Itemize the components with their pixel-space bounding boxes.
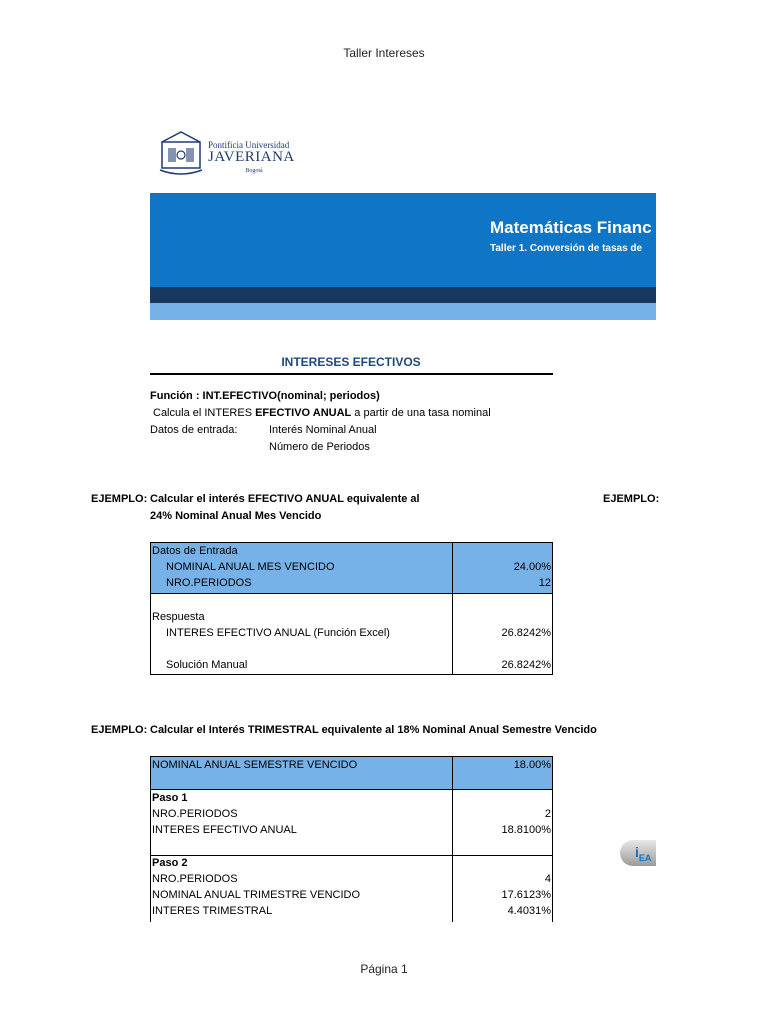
page-footer: Página 1 — [360, 962, 408, 976]
banner-blue — [150, 193, 656, 287]
table-row — [151, 657, 552, 673]
cell-label: INTERES TRIMESTRAL — [152, 905, 273, 917]
step-label: Paso 1 — [152, 792, 188, 804]
input-periods: Número de Periodos — [269, 441, 370, 453]
table-row — [151, 822, 552, 838]
logo-line-3 — [208, 168, 300, 174]
table-row — [151, 887, 552, 903]
banner-subtitle: Taller 1. Conversión de tasas de — [490, 243, 643, 254]
cell-label: NRO.PERIODOS — [166, 577, 252, 589]
input-nominal: Interés Nominal Anual — [269, 424, 377, 436]
example1-table — [150, 542, 553, 675]
table-row — [151, 625, 552, 641]
cell-value[interactable]: 17.6123% — [501, 889, 551, 901]
logo-line-2: JAVERIANA — [208, 149, 295, 165]
example1-line1: Calcular el interés EFECTIVO ANUAL equivalente al — [150, 493, 420, 505]
cell-value[interactable]: 2 — [544, 808, 551, 820]
cell-label: INTERES EFECTIVO ANUAL — [152, 824, 297, 836]
example-right-label: EJEMPLO: — [603, 493, 660, 505]
section-title: INTERESES EFECTIVOS — [281, 355, 421, 369]
badge-letter: i — [635, 844, 639, 860]
banner-light-stripe — [150, 303, 656, 320]
badge-text — [635, 844, 651, 863]
cell-value[interactable]: 4.4031% — [507, 905, 551, 917]
cell-label: NOMINAL ANUAL MES VENCIDO — [166, 561, 335, 573]
cell-label: NRO.PERIODOS — [152, 873, 238, 885]
example2-line1: Calcular el Interés TRIMESTRAL equivalente al 18% Nominal Anual Semestre Vencido — [150, 724, 597, 736]
badge-sub: EA — [638, 852, 652, 863]
cell-value[interactable]: 12 — [538, 577, 551, 589]
table-row — [151, 757, 552, 773]
desc-post: a partir de una tasa nominal — [351, 407, 491, 419]
cell-value[interactable]: 18.8100% — [501, 824, 551, 836]
banner-dark-stripe — [150, 287, 656, 303]
desc-pre: Calcula el INTERES — [153, 407, 256, 419]
cell-label: NOMINAL ANUAL SEMESTRE VENCIDO — [152, 759, 358, 771]
section-rule — [150, 373, 553, 375]
crest-icon — [156, 128, 206, 178]
logo-line-1: Pontificia Universidad — [208, 140, 290, 150]
example2-table — [150, 756, 553, 922]
table-row — [151, 855, 552, 871]
cell-label: Datos de Entrada — [152, 545, 238, 557]
inputs-label: Datos de entrada: — [150, 424, 238, 436]
page-header: Taller Intereses — [343, 46, 425, 60]
table-row — [151, 575, 552, 591]
cell-label: Respuesta — [152, 611, 205, 623]
banner-title: Matemáticas Financ — [490, 218, 652, 237]
table-row — [151, 790, 552, 806]
cell-label: INTERES EFECTIVO ANUAL (Función Excel) — [166, 627, 390, 639]
cell-label: Solución Manual — [166, 659, 248, 671]
university-logo — [156, 128, 306, 178]
iea-badge-icon[interactable] — [620, 838, 656, 868]
cell-label: NOMINAL ANUAL TRIMESTRE VENCIDO — [152, 889, 361, 901]
cell-value[interactable]: 26.8242% — [501, 627, 551, 639]
example1-line2: 24% Nominal Anual Mes Vencido — [150, 510, 322, 522]
table-row — [151, 543, 552, 559]
table-row — [151, 871, 552, 887]
table-row — [151, 806, 552, 822]
table-row — [151, 559, 552, 575]
table-row — [151, 903, 552, 919]
cell-label: NRO.PERIODOS — [152, 808, 238, 820]
desc-bold: EFECTIVO ANUAL — [255, 407, 352, 419]
logo-city: Bogotá — [242, 168, 265, 174]
cell-value[interactable]: 24.00% — [513, 561, 551, 573]
function-description — [153, 407, 491, 419]
cell-value[interactable]: 4 — [544, 873, 551, 885]
example1-label: EJEMPLO: — [91, 493, 148, 505]
table-row — [151, 609, 552, 625]
step-label: Paso 2 — [152, 857, 188, 869]
function-signature: Función : INT.EFECTIVO(nominal; periodos) — [150, 390, 380, 402]
cell-value[interactable]: 18.00% — [513, 759, 551, 771]
example2-label: EJEMPLO: — [91, 724, 148, 736]
cell-value[interactable]: 26.8242% — [501, 659, 551, 671]
